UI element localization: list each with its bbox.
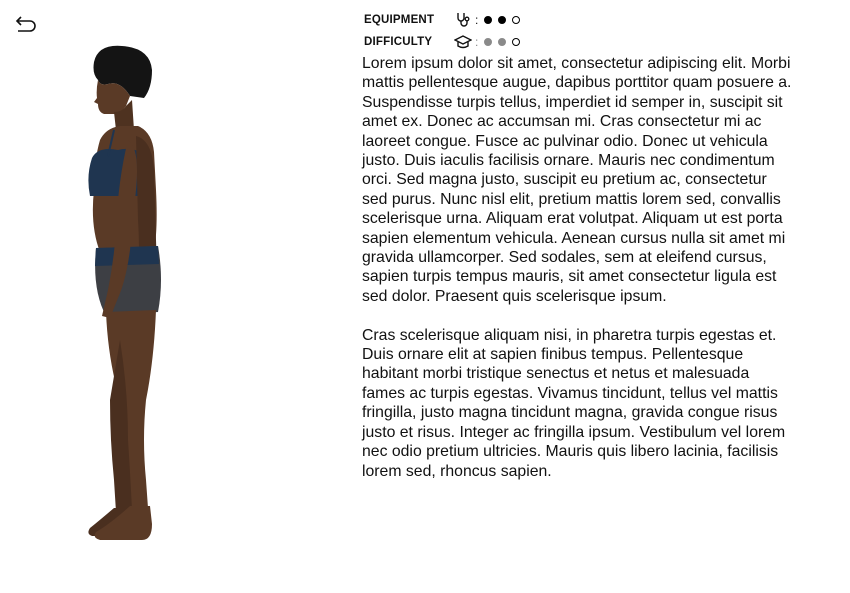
back-button[interactable] <box>14 13 38 33</box>
rating-dot-filled <box>484 16 492 24</box>
equipment-row: EQUIPMENT : <box>364 10 664 30</box>
difficulty-rating <box>484 33 526 51</box>
exercise-meta <box>364 10 664 54</box>
description-paragraph: Lorem ipsum dolor sit amet, consectetur adipiscing elit. Morbi mattis pellentesque augue, dapibus porttitor quam posuere a. Suspendisse turpis tellus, imperdiet id semper in, suscipit sit amet ex. Donec ac accumsan mi. Cras consectetur mi ac laoreet congue. Fusce ac pulvinar odio. Donec ut vehicula justo. Duis iaculis facilisis ornare. Mauris nec condimentum orci. Sed magna justo, suscipit eu pretium ac, consectetur sed purus. Nunc nisl elit, pretium mattis lorem sed, convallis scelerisque urna. Aliquam erat volutpat. Aliquam ut est porta sapien elementum vehicula. Aenean cursus nulla sit amet mi gravida ullamcorper. Sed sodales, sem at eleifend cursus, sapien turpis tempus mauris, sit amet consectetur ligula est sed dolor. Praesent quis scelerisque ipsum. <box>362 55 792 305</box>
graduation-cap-icon <box>454 33 472 51</box>
rating-dot-filled <box>498 38 506 46</box>
equipment-rating <box>484 11 526 29</box>
back-arrow-icon <box>14 13 38 33</box>
difficulty-row: DIFFICULTY : <box>364 32 664 52</box>
exercise-description <box>362 54 794 500</box>
stethoscope-icon <box>454 11 472 29</box>
description-paragraph: Cras scelerisque aliquam nisi, in pharetra turpis egestas et. Duis ornare elit at sapien finibus tempus. Pellentesque habitant morbi tristique senectus et netus et malesuada fames ac turpis egestas. Vivamus tincidunt, tellus vel mattis fringilla, justo magna tincidunt magna, gravida congue risus justo et risus. Integer ac fringilla ipsum. Vestibulum vel lorem nec odio pretium ultricies. Mauris quis libero lacinia, facilisis lorem sed, rhoncus sapien. <box>362 326 786 480</box>
rating-dot-filled <box>498 16 506 24</box>
rating-dot-empty <box>512 38 520 46</box>
equipment-label: EQUIPMENT <box>364 14 435 26</box>
difficulty-label: DIFFICULTY <box>364 36 433 48</box>
rating-dot-empty <box>512 16 520 24</box>
rating-dot-filled <box>484 38 492 46</box>
human-body-model <box>70 40 180 545</box>
